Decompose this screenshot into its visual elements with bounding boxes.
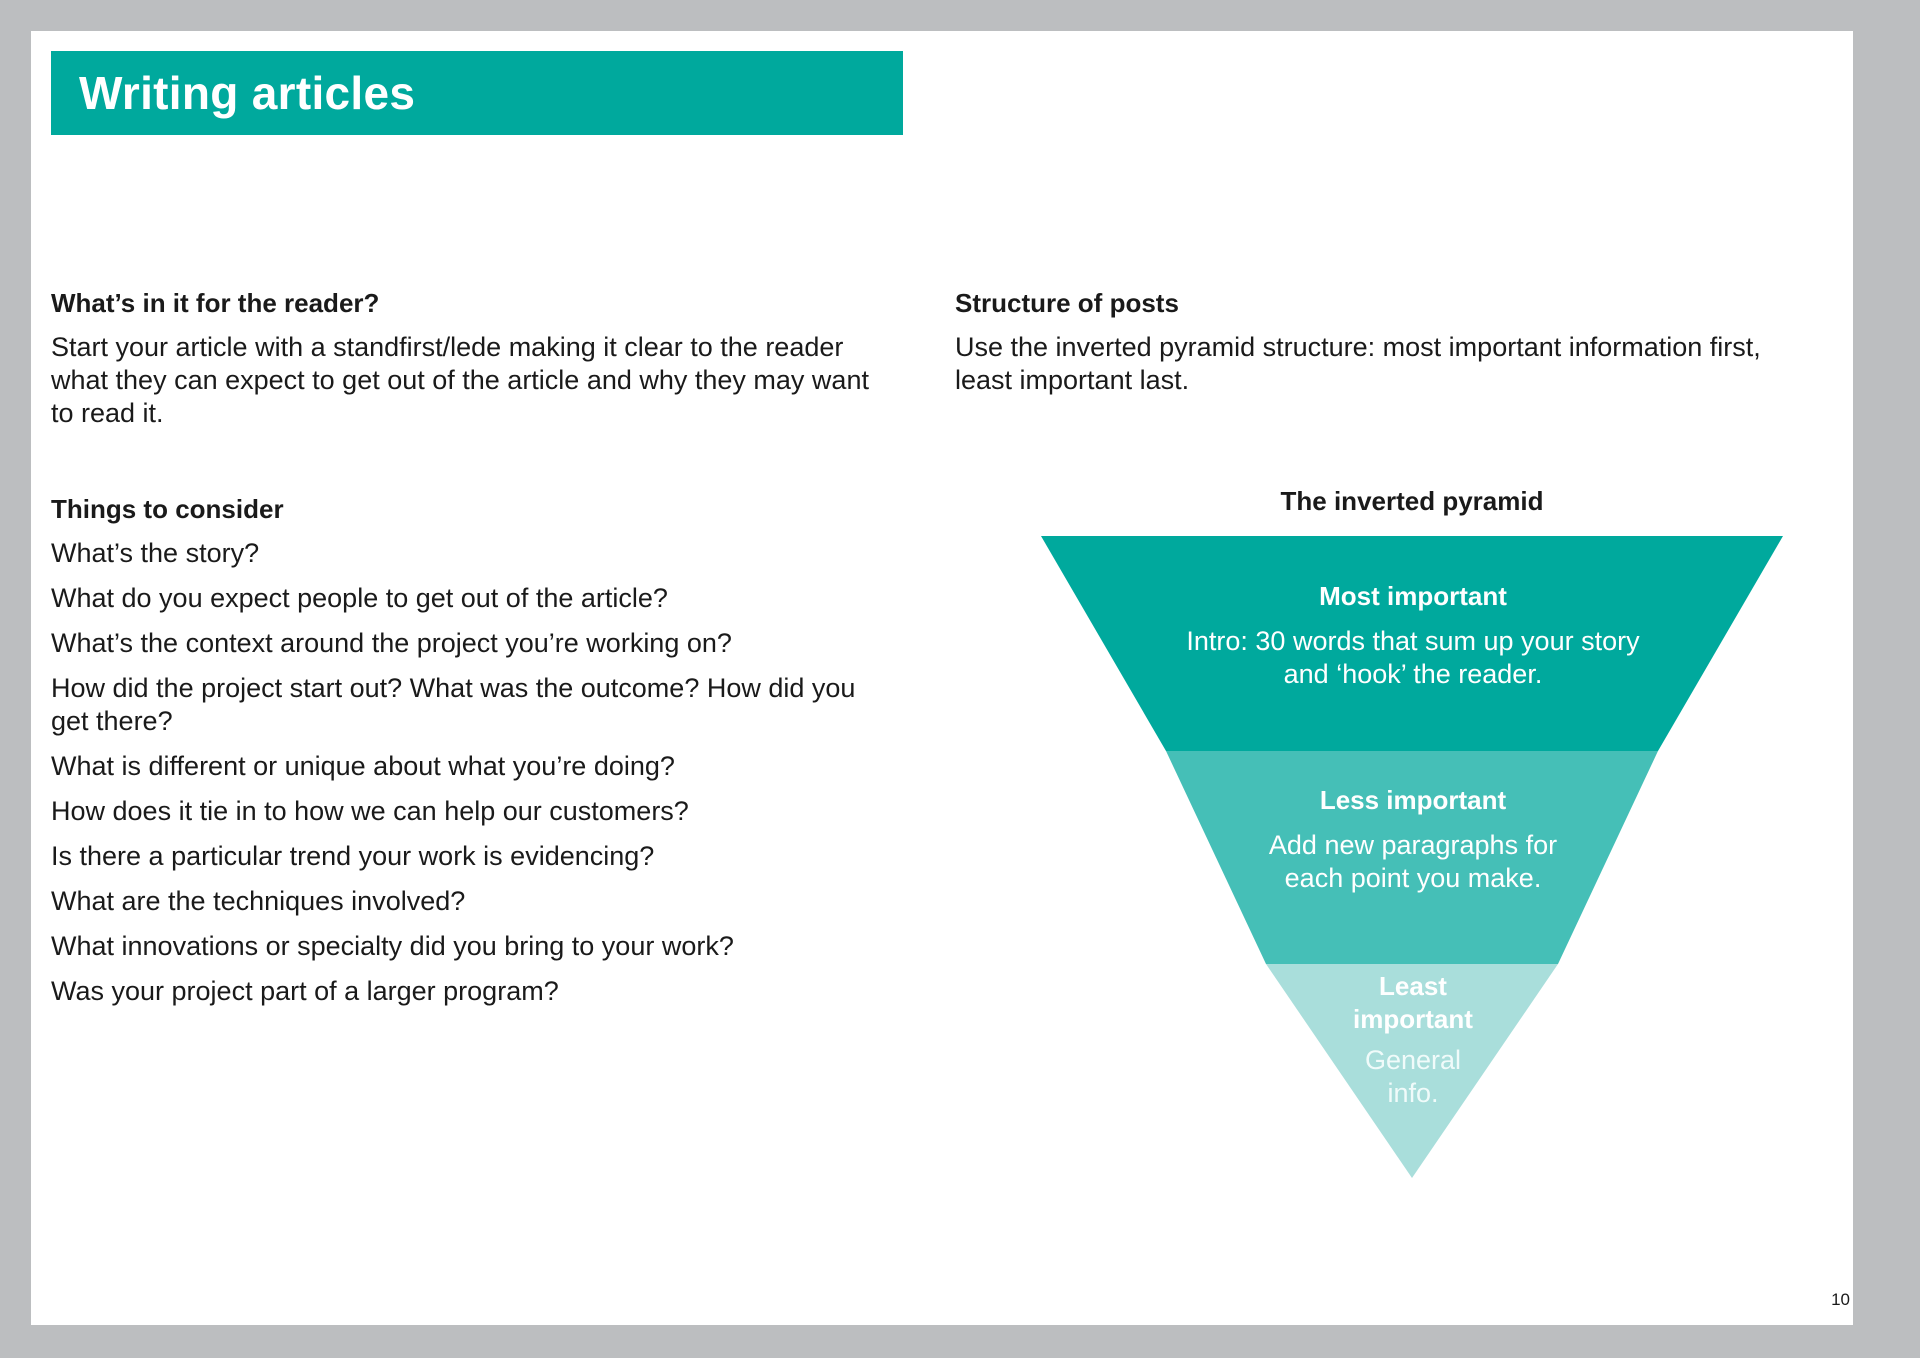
question-list [51,537,911,1008]
list-item: What innovations or specialty did you bring to your work? [51,931,734,961]
pyramid-title: The inverted pyramid [1280,486,1544,516]
tier-top-heading: Most important [1319,581,1507,611]
reader-text: Start your article with a standfirst/lede making it clear to the reader what they can expect to get out of the article and why they may want to read it. [51,332,869,428]
tier-middle-text [1243,784,1583,895]
right-column [955,287,1815,397]
list-item: What’s the context around the project you’re working on? [51,628,732,658]
tier-bottom-text [1313,970,1513,1110]
left-column [51,287,911,1020]
page-title: Writing articles [79,67,416,119]
tier-middle-body: Add new paragraphs for each point you make. [1268,830,1558,893]
reader-heading: What’s in it for the reader? [51,288,380,318]
list-item: What are the techniques involved? [51,886,466,916]
tier-top-text [1163,580,1663,691]
list-item: How does it tie in to how we can help our customers? [51,796,689,826]
things-to-consider [51,493,911,1008]
list-item: What’s the story? [51,538,260,568]
page-number: 10 [1831,1290,1850,1309]
structure-heading: Structure of posts [955,288,1179,318]
tier-top-body: Intro: 30 words that sum up your story and ‘hook’ the reader. [1186,626,1640,689]
tier-bottom-heading: Least important [1353,971,1473,1034]
structure-text: Use the inverted pyramid structure: most important information first, least important last. [955,332,1761,395]
list-item: What do you expect people to get out of the article? [51,583,668,613]
list-item: What is different or unique about what you’re doing? [51,751,675,781]
tier-middle-heading: Less important [1319,785,1507,815]
list-item: How did the project start out? What was the outcome? How did you get there? [51,673,856,736]
consider-heading: Things to consider [51,494,284,524]
title-banner [51,51,903,135]
list-item: Is there a particular trend your work is evidencing? [51,841,655,871]
tier-bottom-body: General info. [1364,1045,1462,1108]
list-item: Was your project part of a larger program? [51,976,559,1006]
